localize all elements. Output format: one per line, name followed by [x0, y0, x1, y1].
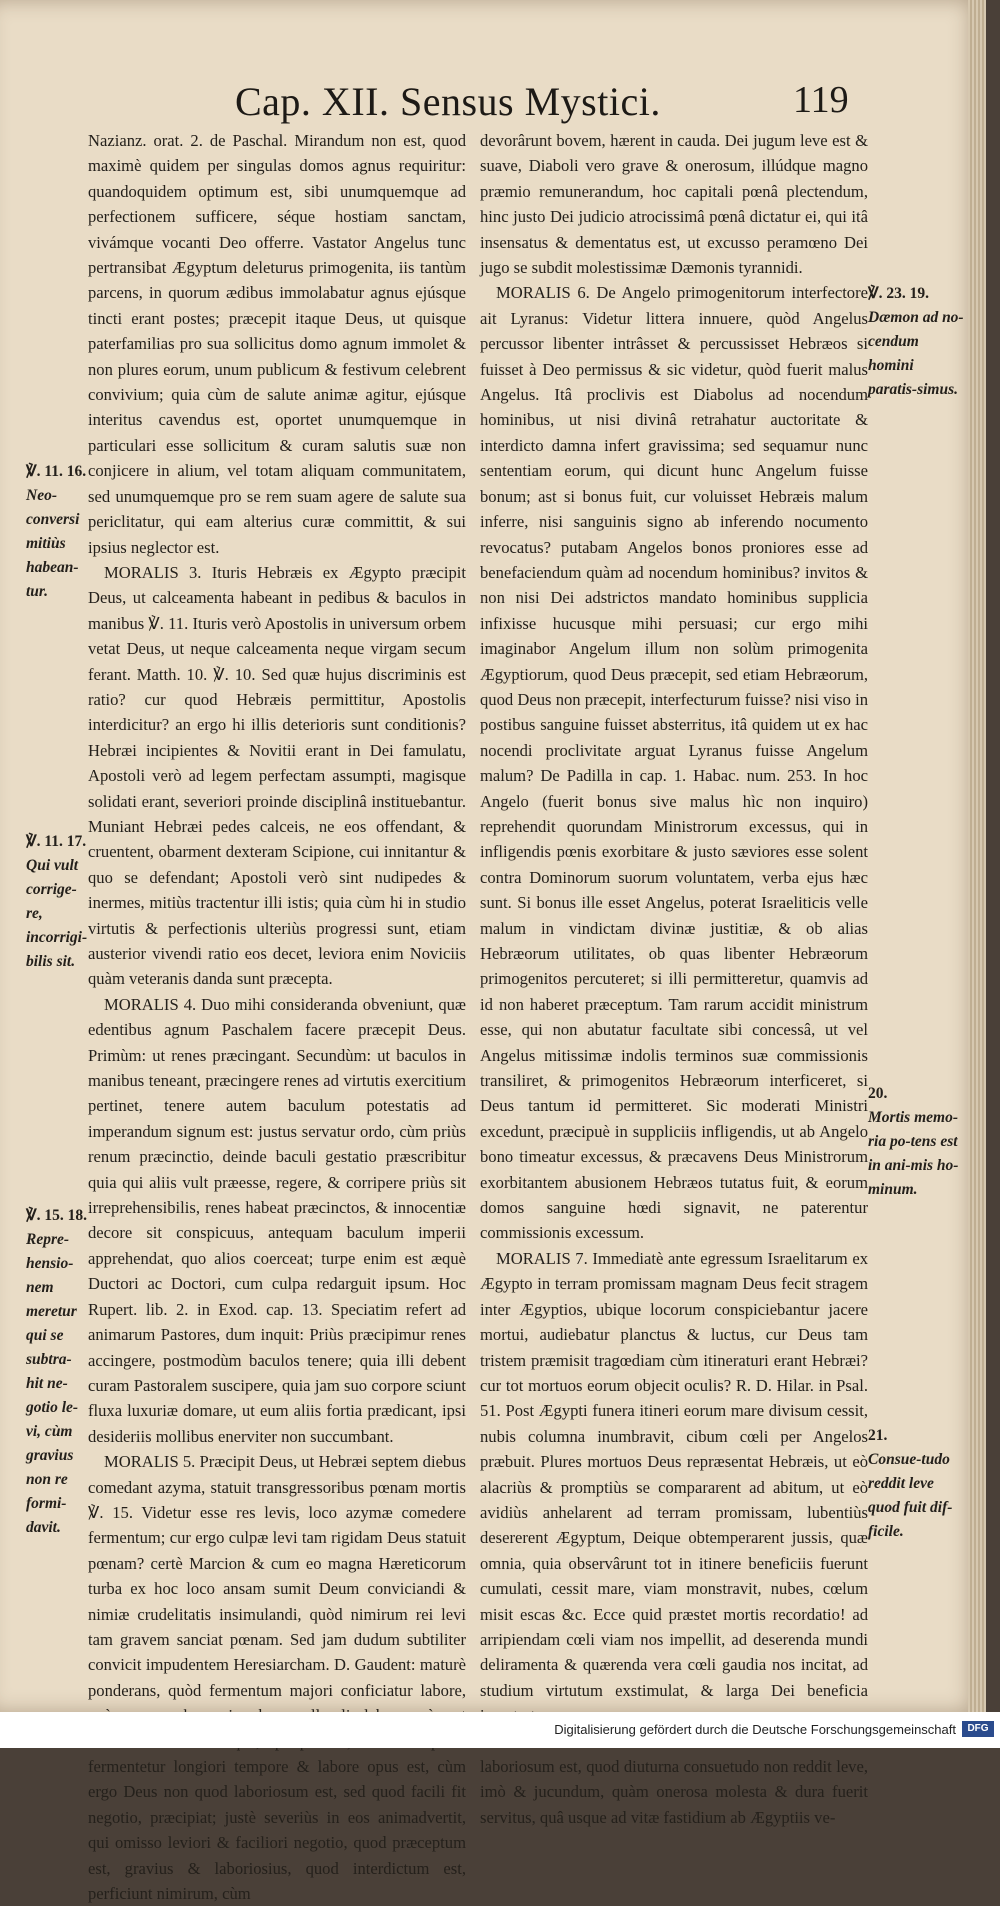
right-text-column: [480, 128, 868, 1830]
margin-note: [26, 1204, 88, 1540]
margin-note: [26, 830, 88, 974]
paragraph: MORALIS 6. De Angelo primogenitorum interfectore ait Lyranus: Videtur littera innuere, quòd Angelus percussor libenter intrâsset & percussisset Hebræos si fuisset à Deo permissus & sic videtur, quòd fuerit malus Angelus. Itâ proclivis est Diabolus ad nocendum hominibus, ut nisi divinâ retrahatur auctoritate & interdicto damna infert gravissima; sed sequamur nunc sententiam eorum, qui dicunt hunc Angelum fuisse bonum; ast si bonus fuit, cur voluisset Hebræis malum inferre, nisi sanguinis signo ab inferendo nocumento revocatus? putabam Angelos bonos proniores esse ad benefaciendum quàm ad nocendum hominibus? invitos & non nisi Dei adstrictos mandato hominibus supplicia infixisse hucusque mihi persuasi; cur ergo mihi imaginabor Angelum illum non solùm primogenita Ægyptiorum, quod Deus præcepit, sed etiam Hebræorum, quod Deus non præcepit, interfecturum fuisse? nisi viso in postibus sanguine fuisset absterritus, itâ quidem ut ex hac nocendi proclivitate arguat Lyranus fuisse Angelum malum? De Padilla in cap. 1. Habac. num. 253. In hoc Angelo (fuerit bonus sive malus hìc non inquiro) reprehendit quorundam Ministrorum excessus, qui in infligendis pœnis exorbitare & justo sæviores esse solent contra Dominorum suorum voluntatem, verba ejus hæc sunt. Si bonus ille esset Angelus, poterat Israeliticis velle malum in vindictam divinæ justitiæ, & ob alias Hebræorum utilitates, ob quas libenter Hebræorum primogenitos percuteret; si illi permitteretur, quamvis ad id non haberet præceptum. Tam rarum accidit ministrum esse, qui non abutatur facultate sibi concessâ, ut vel Angelus mitissimæ indolis terminos suæ commissionis transiliret, & primogenitos Hebræorum interficeret, si Deus tantum id permitteret. Sic moderati Ministri excedunt, præcipuè in suppliciis infligendis, ut ab Angelo bono timeatur excessus, & præcavens Deus Ministrorum exorbitantem abusionem Hebræos tutatus fuit, & eorum domos sanguine hœdi signavit, ne paterentur commissionis excessum.: [480, 283, 868, 1243]
page-number: 119: [793, 79, 849, 121]
page-edge: [968, 0, 986, 1712]
digitization-footer: [0, 1712, 1000, 1748]
note-reference: ℣. 11. 17.: [26, 833, 87, 850]
paragraph: MORALIS 3. Ituris Hebræis ex Ægypto præcipit Deus, ut calceamenta habeant in pedibus & baculos in manibus ℣. 11. Ituris verò Apostolis in universum orbem vetat Deus, ut neque calceamenta neque virgam secum ferant. Matth. 10. ℣. 10. Sed quæ hujus discriminis est ratio? cur quod Hebræis permittitur, Apostolis interdicitur? an ergo hi illis deterioris sunt conditionis? Hebræi incipientes & Novitii erant in Dei famulatu, Apostoli verò ad legem perfectam assumpti, magisque solidati erant, severiori proinde disciplinâ instituebantur. Muniant Hebræi pedes calceis, ne eos offendant, & cruentent, obarment dexteram Scipione, cui innitantur & quo se defendant; Apostoli verò sint nudipedes & inermes, mitiùs tractentur illi istis; quia cùm hi in studio virtutis & perfectionis ulteriùs progressi sunt, etiam austerior vivendi ratio eos decet, leviora enim Noviciis quàm veteranis danda sunt præcepta.: [88, 562, 466, 989]
note-text: Repre-hensio-nem meretur qui se subtra-hit ne-gotio le-vi, cùm gravius non re formi-davit.: [26, 1231, 79, 1536]
funding-credit: Digitalisierung gefördert durch die Deutsche Forschungsgemeinschaft: [554, 1722, 956, 1737]
note-reference: ℣. 11. 16.: [26, 463, 87, 480]
margin-note: [26, 460, 88, 604]
paragraph: Nazianz. orat. 2. de Paschal. Mirandum non est, quod maximè quidem per singulas domos agnus requiritur: quandoquidem optimum est, sibi unumquemque ad perfectionem sufficere, séque hostiam sanctam, vivámque vocanti Deo offerre. Vastator Angelus tunc pertransibat Ægyptum deleturus primogenita, iis tantùm parcens, in quorum ædibus immolabatur agnus ejúsque tincti erant postes; præcepit itaque Deus, ut quisque paterfamilias pro sua sollicitus domo agnum immolet & non plures eorum, unum publicum & festivum celebrent convivium; quia cùm de salute animæ agitur, ejúsque interitus cavendus est, oportet unumquemque in particulari esse sollicitum & curam salutis suæ non conjicere in alium, vel totam aliquam communitatem, sed unumquemque pro se rem suam agere de salute sua periclitatur, qui eam alterius curæ committit, & sui ipsius neglector est.: [88, 131, 466, 557]
note-text: Consue-tudo reddit leve quod fuit dif-ficile.: [868, 1451, 953, 1540]
chapter-title: Cap. XII. Sensus Mystici.: [235, 79, 661, 124]
note-text: Dæmon ad no-cendum homini paratis-simus.: [868, 309, 964, 398]
paragraph: devorârunt bovem, hærent in cauda. Dei jugum leve est & suave, Diaboli vero grave & onerosum, illúdque magno præmio remunerandum, hoc capitali pœnâ plectendum, hinc justo Dei judicio atrocissimâ pœnâ dictatur ei, qui itâ insensatus & dementatus est, ut excusso peramœno Dei jugo se subdit molestissimæ Dæmonis tyrannidi.: [480, 131, 868, 278]
note-text: Neo-conversi mitiùs habean-tur.: [26, 487, 80, 600]
dfg-logo: DFG: [962, 1721, 994, 1737]
margin-note: [868, 282, 964, 402]
paragraph: MORALIS 4. Duo mihi consideranda obveniunt, quæ edentibus agnum Paschalem facere præcepit Deus. Primùm: ut renes præcingant. Secundùm: ut baculos in manibus teneant, præcingere renes ad virtutis exercitium pertinet, tenere autem baculum potestatis ad imperandum signum est: justus servatur ordo, cùm priùs renum præcinctio, deinde baculi gestatio præscribitur quia qui aliis vult præesse, regere, & corripere priùs sit irreprehensibilis, renes habeat præcinctos, & innocentiæ decore sit conspicuus, antequam baculum imperii apprehendat, quo alios coerceat; turpe enim est æquè Ductori ac Doctori, cum culpa redarguit ipsum. Hoc Rupert. lib. 2. in Exod. cap. 13. Speciatim refert ad animarum Pastores, dum inquit: Priùs præcipimur renes accingere, postmodùm baculos tenere; quia illi debent curam Pastoralem suscipere, quia jam suo corpore sciunt fluxa luxuriæ domare, ut eum aliis fortia prædicant, ipsi desideriis mollibus enerviter non succumbant.: [88, 994, 466, 1446]
note-reference: 20.: [868, 1085, 888, 1102]
margin-note: [868, 1424, 964, 1544]
note-reference: ℣. 15. 18.: [26, 1207, 87, 1224]
paragraph: MORALIS 7. Immediatè ante egressum Israelitarum ex Ægypto in terram promissam magnam Deus fecit stragem inter Ægyptios, ubique locorum conspiciebantur jacere mortui, audiebatur planctus & luctus, cur Deus tam tristem præmisit tragœdiam cùm itineraturi erant Hebræi? cur tot mortuos eorum objecit oculis? R. D. Hilar. in Psal. 51. Post Ægypti funera itineri eorum mare divisum cessit, nubis columna inumbravit, cibum cœli per Angelos præbuit. Plures mortuos Deus repræsentat Hebræis, ut eò alacriùs & promptiùs se compararent ad abitum, ut eò avidiùs anhelarent ad terram promissam, lubentiùs desererent Ægyptum, Deique obtemperarent jussis, quæ omnia, quia observârunt tot in itinere beneficiis fuerunt cumulati, cessit mare, viam monstravit, nubes, cœlum misit escas &c. Ecce quid præstet mortis recordatio! ad arripiendam cœli viam nos impellit, ad deserenda mundi deliramenta & quærenda vera cœli gaudia nos incitat, ad studium virtutum exstimulat, & larga Dei beneficia: [480, 1248, 868, 1700]
margin-note: [868, 1082, 964, 1202]
left-text-column: [88, 128, 466, 1906]
note-text: Qui vult corrige-re, incorrigi-bilis sit.: [26, 857, 88, 970]
note-reference: ℣. 23. 19.: [868, 285, 929, 302]
note-reference: 21.: [868, 1427, 888, 1444]
paragraph: MORALIS 5. Præcipit Deus, ut Hebræi septem diebus comedant azyma, statuit transgressoribus pœnam mortis ℣. 15. Videtur esse res levis, loco azymæ comedere fermentum; cur ergo culpæ levi tam rigidam Deus statuit pœnam? certè Marcion & cum eo magna Hæreticorum turba ex hoc loco ansam sumit Deum conviciandi & nimiæ crudelitatis insimulandi, quòd nimirum rei levi tam gravem sanciat pœnam. Sed jam dudum subtiliter convicit impudentem Heresiarcham. D. Gaudent: maturè ponderans, quòd fermentum majori conficiatur labore, fermentetur longiori tempore & labore opus est, cùm ergo Deus non quod laboriosum est, sed quod facili fit negotio, præcipiat; justè severiùs in eos animadvertit, qui omisso leviori & faciliori negotio, quod præceptum est, gravius & laboriosius, quod interdictum est, perficiunt nimirum, cùm: [88, 1452, 466, 1904]
paragraph: laboriosum est, quod diuturna consuetudo non reddit leve, imò & jucundum, quàm onerosa molesta & dura fuerit servitus, quâ usque ad vitæ fastidium ab Ægyptiis ve-: [480, 1757, 868, 1827]
note-text: Mortis memo-ria po-tens est in ani-mis ho-minum.: [868, 1109, 959, 1198]
